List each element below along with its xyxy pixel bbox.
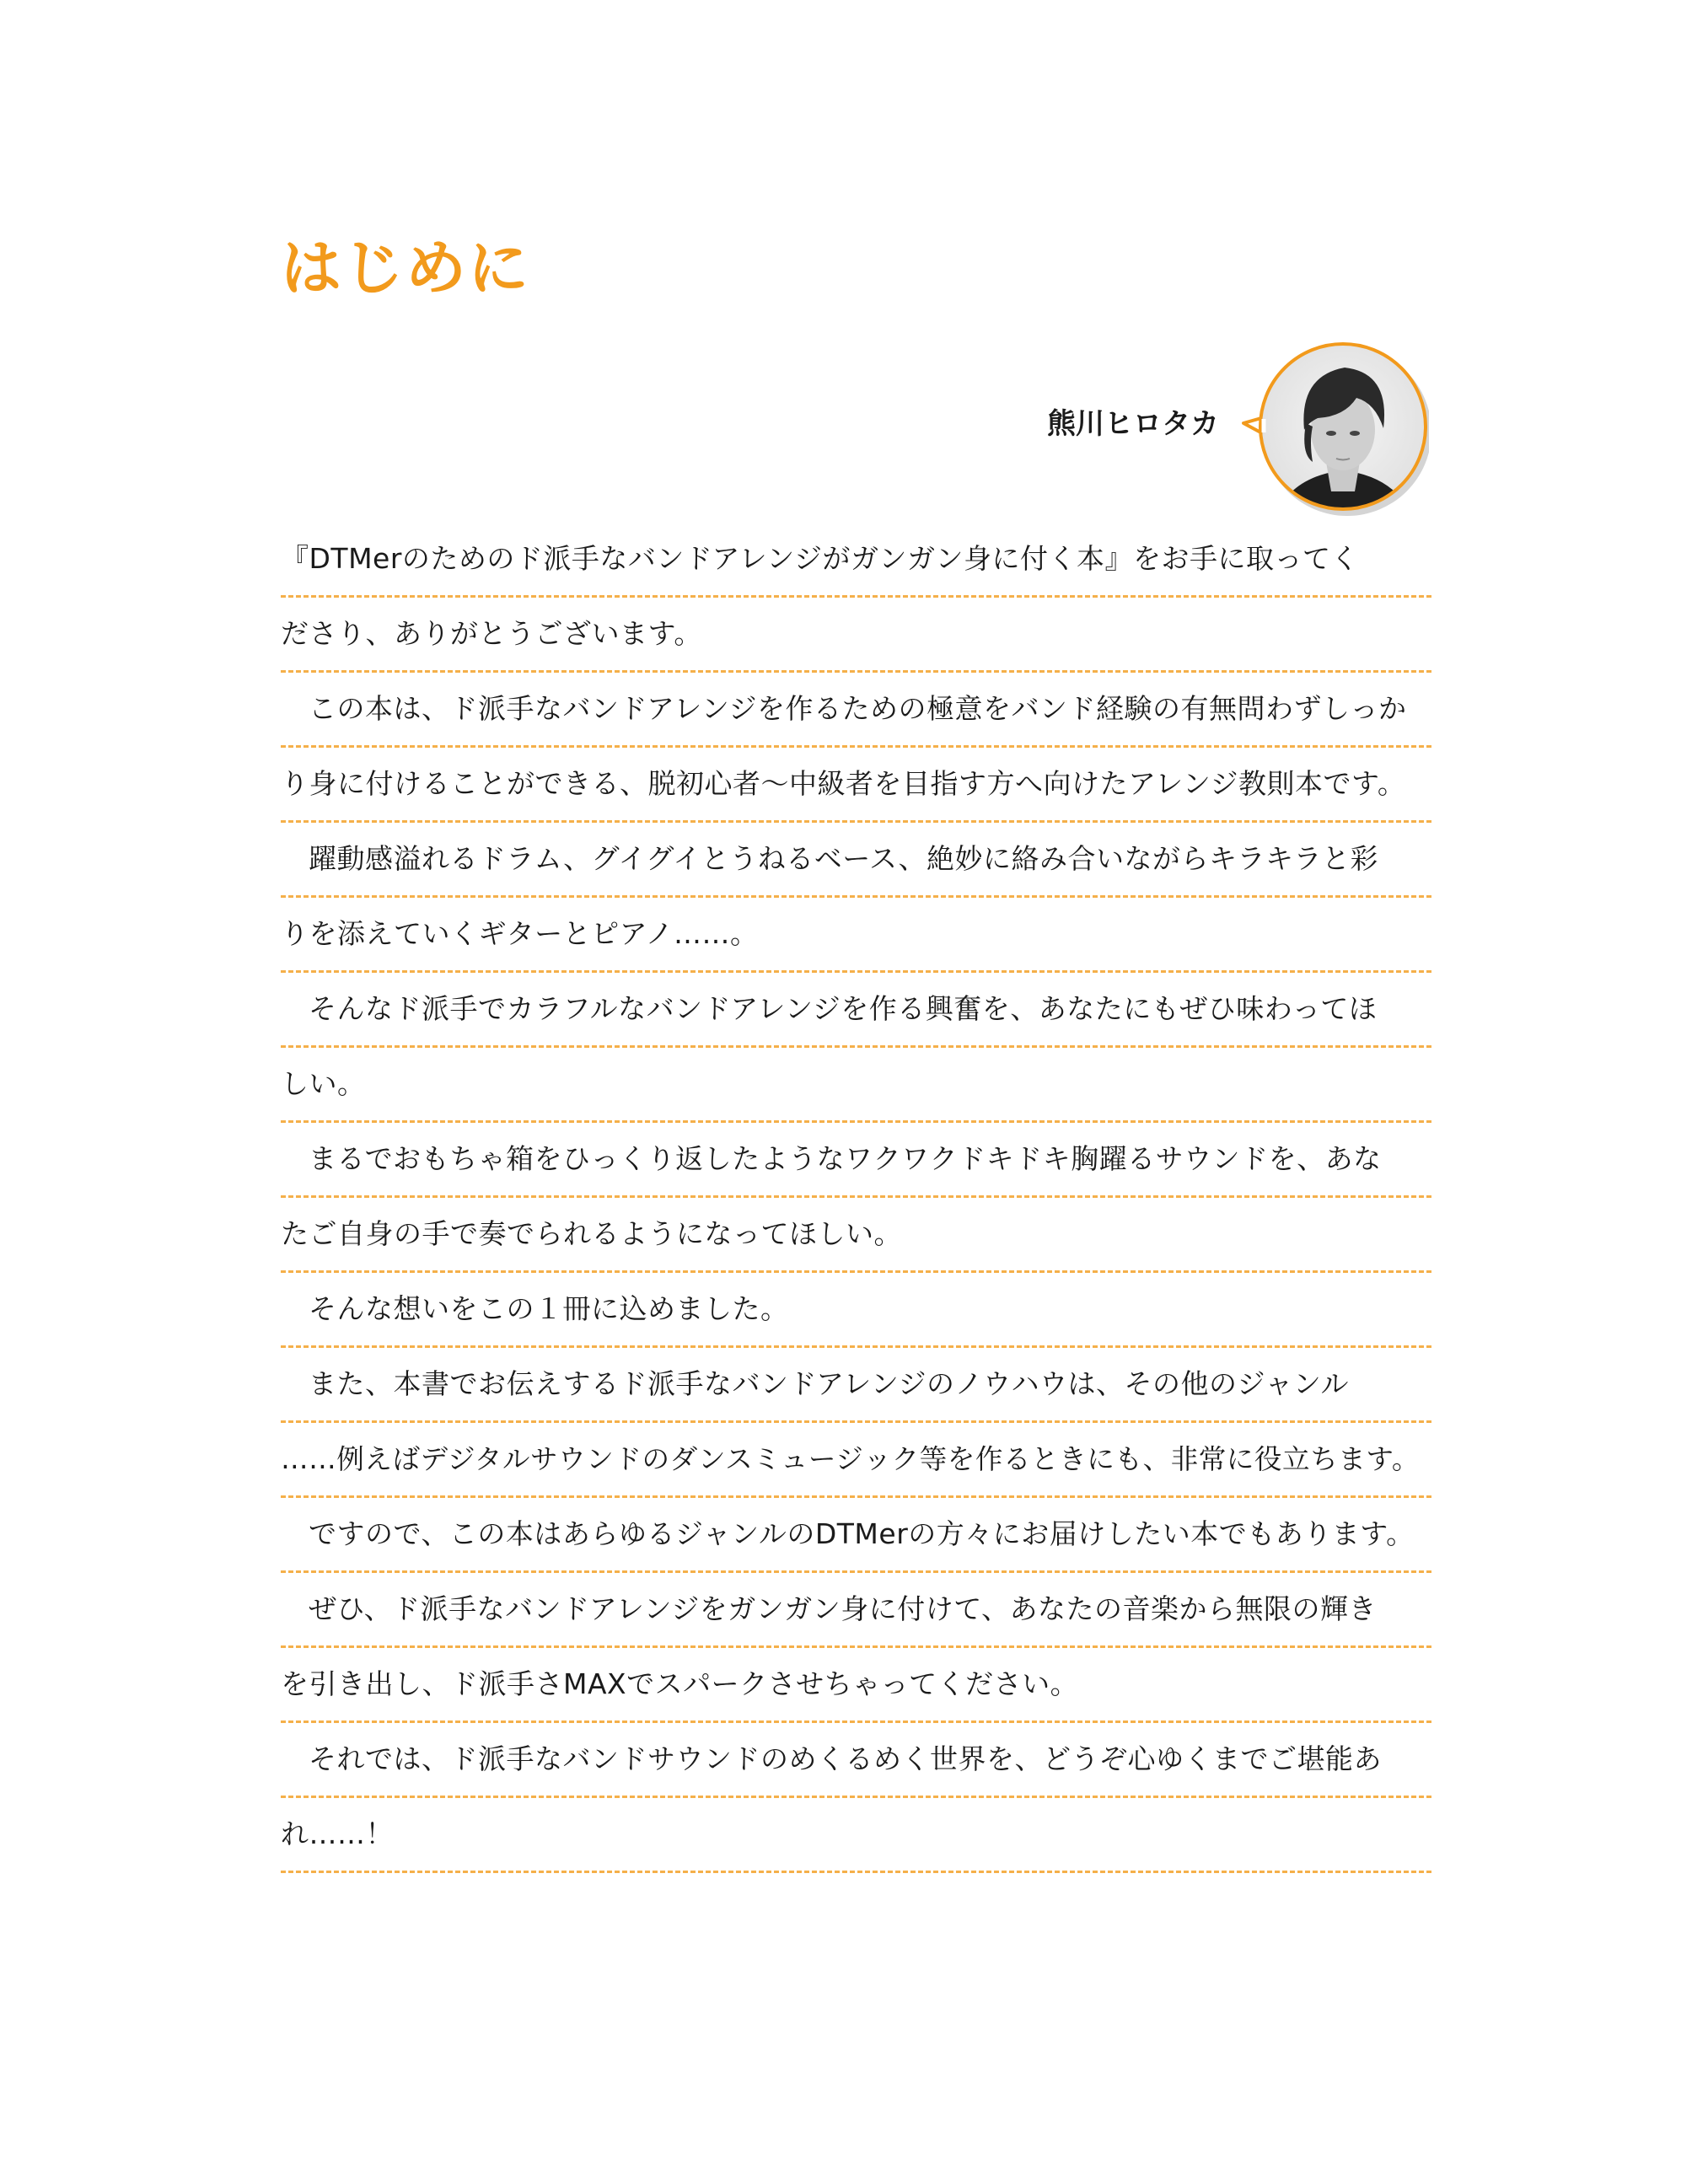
text-line-content: を引き出し、ド派手さMAXでスパークさせちゃってください。 (281, 1667, 1079, 1700)
text-line (281, 973, 1431, 1048)
text-line (281, 1348, 1431, 1423)
text-line (281, 1798, 1431, 1873)
text-line-content: それでは、ド派手なバンドサウンドのめくるめく世界を、どうぞ心ゆくまでご堪能あ (309, 1742, 1382, 1775)
text-line-content: ぜひ、ド派手なバンドアレンジをガンガン身に付けて、あなたの音楽から無限の輝き (309, 1592, 1378, 1625)
text-line-content: この本は、ド派手なバンドアレンジを作るための極意をバンド経験の有無問わずしっか (309, 692, 1407, 725)
author-photo-bubble (1218, 336, 1429, 529)
text-line-content: そんなド派手でカラフルなバンドアレンジを作る興奮を、あなたにもぜひ味わってほ (309, 992, 1378, 1025)
text-line-content: りを添えていくギターとピアノ……。 (281, 917, 759, 950)
text-line-content: また、本書でお伝えするド派手なバンドアレンジのノウハウは、その他のジャンル (309, 1367, 1350, 1400)
text-line (281, 1573, 1431, 1648)
author-portrait-icon (1218, 336, 1429, 529)
page-title: はじめに (281, 233, 531, 303)
text-line-content: 躍動感溢れるドラム、グイグイとうねるベース、絶妙に絡み合いながらキラキラと彩 (309, 842, 1379, 875)
text-line (281, 1048, 1431, 1123)
text-line (281, 748, 1431, 823)
author-name: 熊川ヒロタカ (1047, 407, 1219, 441)
text-line (281, 1648, 1431, 1723)
text-line-content: 『DTMerのためのド派手なバンドアレンジがガンガン身に付く本』をお手に取ってく (281, 542, 1359, 575)
text-line (281, 823, 1431, 898)
text-line-content: たご自身の手で奏でられるようになってほしい。 (281, 1217, 902, 1250)
text-line-content: ……例えばデジタルサウンドのダンスミュージック等を作るときにも、非常に役立ちます。 (281, 1443, 1420, 1475)
text-line (281, 1498, 1431, 1573)
text-line (281, 673, 1431, 748)
text-line-content: れ……！ (281, 1817, 394, 1850)
text-line (281, 1198, 1431, 1273)
text-line (281, 898, 1431, 973)
text-line-content: まるでおもちゃ箱をひっくり返したようなワクワクドキドキ胸躍るサウンドを、あな (309, 1142, 1382, 1175)
text-line (281, 1723, 1431, 1798)
text-line (281, 1123, 1431, 1198)
text-line-content: り身に付けることができる、脱初心者〜中級者を目指す方へ向けたアレンジ教則本です。 (281, 767, 1406, 800)
text-line (281, 523, 1431, 598)
text-line-content: ださり、ありがとうございます。 (281, 617, 702, 650)
text-line (281, 598, 1431, 673)
text-line-content: しい。 (281, 1067, 366, 1100)
text-line (281, 1423, 1431, 1498)
text-line (281, 1273, 1431, 1348)
body-text (281, 523, 1431, 1873)
text-line-content: ですので、この本はあらゆるジャンルのDTMerの方々にお届けしたい本でもあります。 (309, 1517, 1415, 1550)
text-line-content: そんな想いをこの１冊に込めました。 (309, 1292, 789, 1325)
